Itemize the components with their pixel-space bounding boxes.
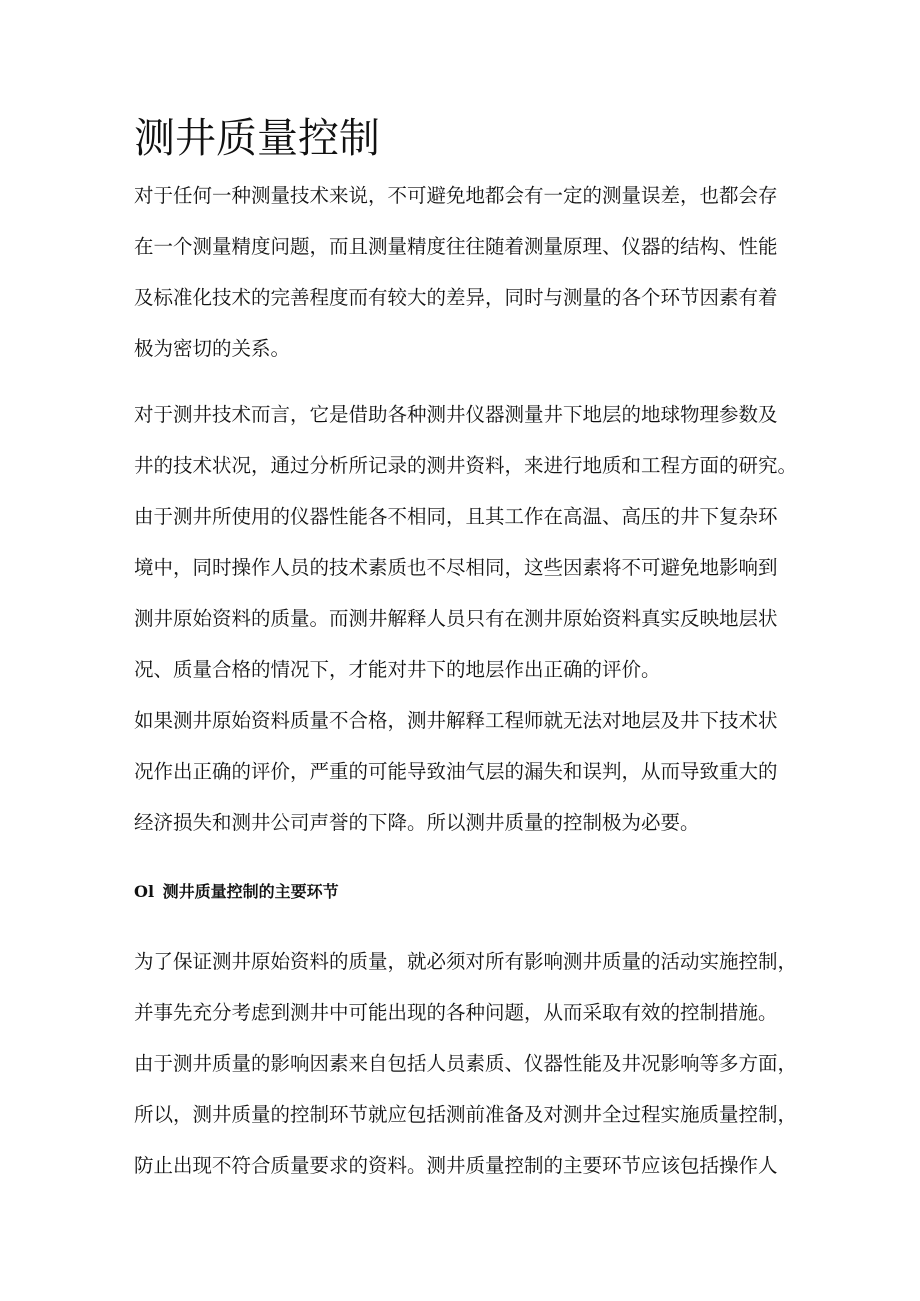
paragraph-line: 由于测井所使用的仪器性能各不相同，且其工作在高温、高压的井下复杂环	[134, 505, 778, 528]
section-heading	[134, 879, 339, 905]
paragraph-line: 并事先充分考虑到测井中可能出现的各种问题，从而采取有效的控制措施。	[134, 1001, 778, 1024]
paragraph-line: 对于测井技术而言，它是借助各种测井仪器测量井下地层的地球物理参数及	[134, 403, 778, 426]
paragraph-line: 及标准化技术的完善程度而有较大的差异，同时与测量的各个环节因素有着	[134, 286, 778, 309]
paragraph-line: 境中，同时操作人员的技术素质也不尽相同，这些因素将不可避免地影响到	[134, 556, 778, 579]
paragraph-line: 极为密切的关系。	[134, 337, 291, 360]
paragraph-line: 为了保证测井原始资料的质量，就必须对所有影响测井质量的活动实施控制，	[134, 950, 798, 973]
paragraph-line: 对于任何一种测量技术来说，不可避免地都会有一定的测量误差，也都会存	[134, 184, 778, 207]
paragraph-line: 经济损失和测井公司声誉的下降。所以测井质量的控制极为必要。	[134, 811, 700, 834]
section-number: Ol	[134, 882, 155, 901]
paragraph-line: 由于测井质量的影响因素来自包括人员素质、仪器性能及井况影响等多方面，	[134, 1052, 798, 1075]
paragraph-line: 所以，测井质量的控制环节就应包括测前准备及对测井全过程实施质量控制，	[134, 1103, 798, 1126]
paragraph-line: 如果测井原始资料质量不合格，测井解释工程师就无法对地层及井下技术状	[134, 709, 778, 732]
paragraph-line: 测井原始资料的质量。而测井解释人员只有在测井原始资料真实反映地层状	[134, 607, 778, 630]
paragraph-2	[134, 389, 809, 695]
paragraph-1	[134, 170, 809, 374]
paragraph-line: 在一个测量精度问题，而且测量精度往往随着测量原理、仪器的结构、性能	[134, 235, 778, 258]
paragraph-line: 况、质量合格的情况下，才能对井下的地层作出正确的评价。	[134, 658, 661, 681]
paragraph-line: 防止出现不符合质量要求的资料。测井质量控制的主要环节应该包括操作人	[134, 1154, 778, 1177]
paragraph-4	[134, 936, 809, 1191]
page-title: 测井质量控制	[134, 114, 380, 162]
paragraph-line: 况作出正确的评价，严重的可能导致油气层的漏失和误判，从而导致重大的	[134, 760, 778, 783]
section-heading-text: 测井质量控制的主要环节	[162, 882, 339, 901]
paragraph-3	[134, 695, 809, 848]
paragraph-line: 井的技术状况，通过分析所记录的测井资料，来进行地质和工程方面的研究。	[134, 454, 798, 477]
